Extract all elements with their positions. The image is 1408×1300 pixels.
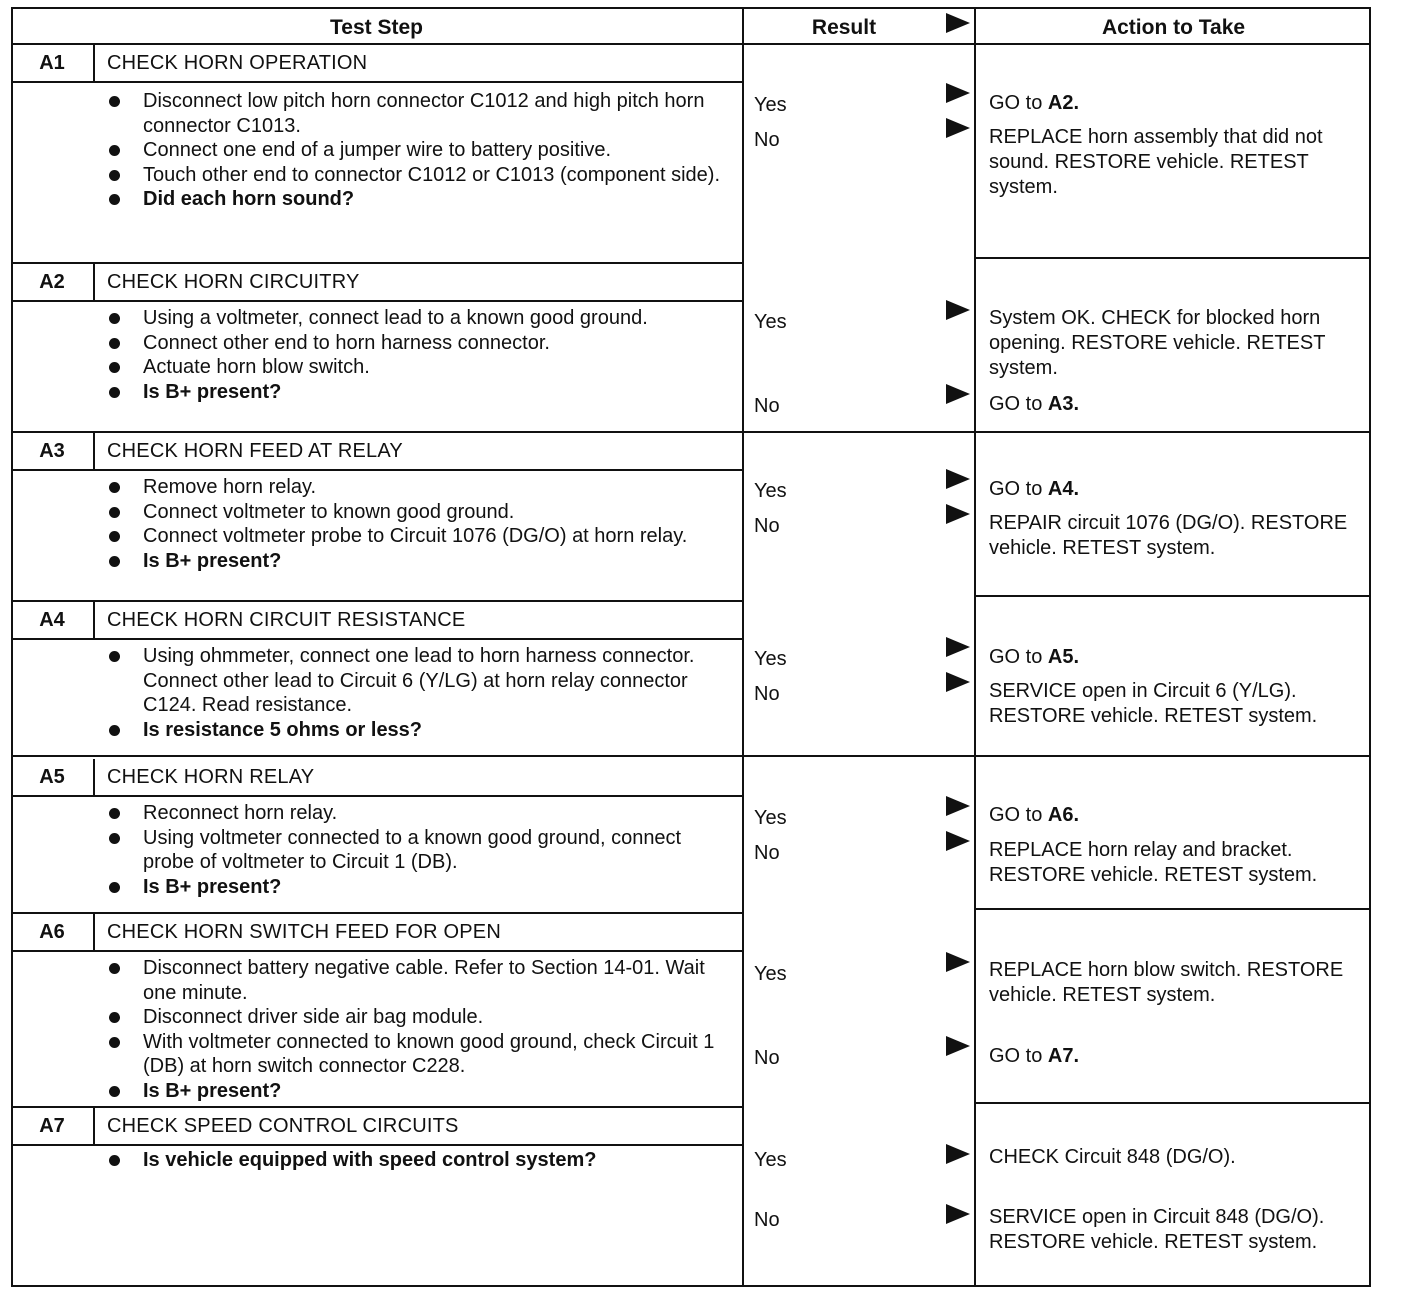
instruction-item: Using a voltmeter, connect lead to a known good ground.	[107, 306, 727, 331]
instruction-item: Disconnect driver side air bag module.	[107, 1005, 727, 1030]
instruction-item: Connect one end of a jumper wire to battery positive.	[107, 138, 727, 163]
arrow-right-icon	[946, 384, 970, 404]
step-instructions	[107, 1148, 727, 1173]
instruction-item: Touch other end to connector C1012 or C1013 (component side).	[107, 163, 727, 188]
step-instructions	[107, 801, 727, 899]
step-divider	[11, 755, 1371, 757]
action-no: SERVICE open in Circuit 6 (Y/LG). RESTORE vehicle. RETEST system.	[989, 680, 1318, 727]
arrow-right-icon	[946, 952, 970, 972]
action-yes: REPLACE horn blow switch. RESTORE vehicle. RETEST system.	[989, 959, 1344, 1006]
instruction-item: Connect voltmeter to known good ground.	[107, 500, 727, 525]
instruction-item: Using ohmmeter, connect one lead to horn harness connector. Connect other lead to Circuit 6 (Y/LG) at horn relay connector C124. Read resistance.	[107, 644, 727, 718]
step-number: A3	[11, 433, 95, 469]
result-no: No	[754, 683, 780, 705]
step-header-row	[11, 1108, 744, 1146]
arrow-right-icon	[946, 118, 970, 138]
instruction-item: With voltmeter connected to known good ground, check Circuit 1 (DB) at horn switch connector C228.	[107, 1030, 727, 1079]
instruction-question: Is B+ present?	[107, 380, 727, 405]
step-header-row	[11, 914, 744, 952]
arrow-right-icon	[946, 1144, 970, 1164]
result-no: No	[754, 1209, 780, 1231]
action-no: REPLACE horn assembly that did not sound. RESTORE vehicle. RETEST system.	[989, 126, 1323, 198]
instruction-item: Connect voltmeter probe to Circuit 1076 (DG/O) at horn relay.	[107, 524, 727, 549]
header-action: Action to Take	[1101, 16, 1246, 39]
instruction-item: Connect other end to horn harness connector.	[107, 331, 727, 356]
step-title: CHECK SPEED CONTROL CIRCUITS	[107, 1115, 459, 1137]
instruction-item: Disconnect battery negative cable. Refer to Section 14-01. Wait one minute.	[107, 956, 727, 1005]
instruction-question: Is B+ present?	[107, 1079, 727, 1104]
instruction-question: Did each horn sound?	[107, 187, 727, 212]
arrow-right-icon	[946, 300, 970, 320]
action-no: REPLACE horn relay and bracket. RESTORE vehicle. RETEST system.	[989, 839, 1318, 886]
step-instructions	[107, 956, 727, 1103]
result-yes: Yes	[754, 963, 787, 985]
action-yes: CHECK Circuit 848 (DG/O).	[989, 1146, 1236, 1168]
arrow-right-icon	[946, 637, 970, 657]
header-test-step: Test Step	[330, 16, 423, 39]
step-title: CHECK HORN CIRCUITRY	[107, 271, 360, 293]
arrow-right-icon	[946, 504, 970, 524]
result-no: No	[754, 1047, 780, 1069]
action-yes: GO to A6.	[989, 804, 1080, 826]
diagnostic-table	[11, 7, 1371, 1287]
result-no: No	[754, 395, 780, 417]
step-header-row	[11, 433, 744, 471]
column-divider	[974, 7, 976, 1287]
step-divider	[974, 595, 1371, 597]
arrow-right-icon	[946, 469, 970, 489]
arrow-right-icon	[946, 83, 970, 103]
result-yes: Yes	[754, 94, 787, 116]
step-divider	[974, 257, 1371, 259]
action-no: GO to A7.	[989, 1045, 1080, 1067]
instruction-question: Is vehicle equipped with speed control system?	[107, 1148, 727, 1173]
step-header-row	[11, 759, 744, 797]
instruction-question: Is B+ present?	[107, 549, 727, 574]
arrow-right-icon	[946, 796, 970, 816]
result-yes: Yes	[754, 480, 787, 502]
result-yes: Yes	[754, 807, 787, 829]
step-instructions	[107, 475, 727, 573]
step-number: A7	[11, 1108, 95, 1144]
action-no: GO to A3.	[989, 393, 1080, 415]
instruction-question: Is B+ present?	[107, 875, 727, 900]
action-yes: GO to A4.	[989, 478, 1080, 500]
step-title: CHECK HORN OPERATION	[107, 52, 368, 74]
step-divider	[974, 908, 1371, 910]
step-header-row	[11, 602, 744, 640]
header-result: Result	[811, 16, 877, 39]
result-no: No	[754, 842, 780, 864]
instruction-item: Using voltmeter connected to a known good ground, connect probe of voltmeter to Circuit 1 (DB).	[107, 826, 727, 875]
arrow-right-icon	[946, 831, 970, 851]
step-number: A1	[11, 45, 95, 81]
step-number: A2	[11, 264, 95, 300]
arrow-right-icon	[946, 672, 970, 692]
action-yes: GO to A2.	[989, 92, 1080, 114]
step-number: A6	[11, 914, 95, 950]
action-yes: System OK. CHECK for blocked horn opening. RESTORE vehicle. RETEST system.	[989, 307, 1326, 379]
instruction-item: Disconnect low pitch horn connector C1012 and high pitch horn connector C1013.	[107, 89, 727, 138]
instruction-question: Is resistance 5 ohms or less?	[107, 718, 727, 743]
result-yes: Yes	[754, 311, 787, 333]
arrow-right-icon	[946, 13, 970, 33]
step-instructions	[107, 644, 727, 742]
result-no: No	[754, 129, 780, 151]
step-instructions	[107, 89, 727, 212]
step-number: A4	[11, 602, 95, 638]
step-divider	[974, 1102, 1371, 1104]
step-header-row	[11, 264, 744, 302]
step-header-row	[11, 45, 744, 83]
arrow-right-icon	[946, 1036, 970, 1056]
action-yes: GO to A5.	[989, 646, 1080, 668]
action-no: REPAIR circuit 1076 (DG/O). RESTORE vehicle. RETEST system.	[989, 512, 1348, 559]
instruction-item: Actuate horn blow switch.	[107, 355, 727, 380]
result-no: No	[754, 515, 780, 537]
step-title: CHECK HORN FEED AT RELAY	[107, 440, 403, 462]
instruction-item: Reconnect horn relay.	[107, 801, 727, 826]
step-number: A5	[11, 759, 95, 795]
step-instructions	[107, 306, 727, 404]
step-title: CHECK HORN SWITCH FEED FOR OPEN	[107, 921, 501, 943]
instruction-item: Remove horn relay.	[107, 475, 727, 500]
step-title: CHECK HORN RELAY	[107, 766, 315, 788]
action-no: SERVICE open in Circuit 848 (DG/O). RESTORE vehicle. RETEST system.	[989, 1206, 1325, 1253]
column-divider	[742, 7, 744, 1287]
step-title: CHECK HORN CIRCUIT RESISTANCE	[107, 609, 466, 631]
arrow-right-icon	[946, 1204, 970, 1224]
result-yes: Yes	[754, 648, 787, 670]
result-yes: Yes	[754, 1149, 787, 1171]
